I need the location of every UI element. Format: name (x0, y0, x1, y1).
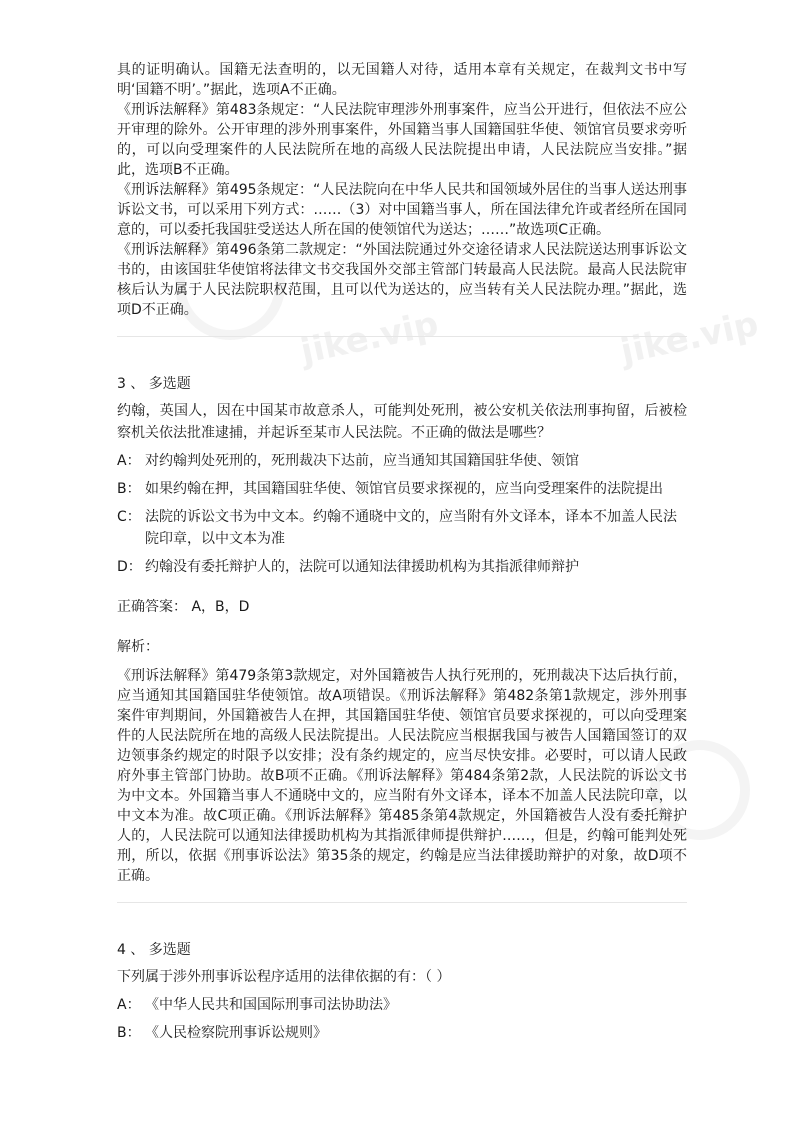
option-key: A： (117, 453, 141, 469)
watermark-text: jike.vip (297, 303, 442, 373)
option-key: B： (117, 481, 141, 497)
analysis-paragraph: 《刑诉法解释》第496条第二款规定：“外国法院通过外交途径请求人民法院送达刑事诉讼文书的，由该国驻华使馆将法律文书交我国外交部主管部门转最高人民法院。最高人民法院审核后认为属于人民法院职权范围，且可以代为送达的，应当转有关人民法院办理。”据此，选项D不正确。 (117, 242, 687, 318)
analysis-paragraph: 具的证明确认。国籍无法查明的，以无国籍人对待，适用本章有关规定，在裁判文书中写明‘国籍不明’。”据此，选项A不正确。 (117, 62, 687, 98)
analysis-text: 《刑诉法解释》第479条第3款规定，对外国籍被告人执行死刑的，死刑裁决下达后执行前，应当通知其国籍国驻华使领馆。故A项错误。《刑诉法解释》第482条第1款规定，涉外刑事案件审判期间，外国籍被告人在押，其国籍国驻华使、领馆官员要求探视的，可以向受理案件的人民法院所在地的高级人民法院提出。人民法院应当根据我国与被告人国籍国签订的双边领事条约规定的时限予以安排；没有条约规定的，应当尽快安排。必要时，可以请人民政府外事主管部门协助。故B项不正确。《刑诉法解释》第484条第2款，人民法院的诉讼文书为中文本。外国籍当事人不通晓中文的，应当附有外文译本，译本不加盖人民法院印章，以中文本为准。故C项正确。《刑诉法解释》第485条第4款规定，外国籍被告人没有委托辩护人的，人民法院可以通知法律援助机构为其指派律师提供辩护……，但是，约翰可能判处死刑，所以，依据《刑事诉讼法》第35条的规定，约翰是应当法律援助辩护的对象，故D项不正确。 (117, 668, 687, 884)
option-key: C： (117, 509, 141, 525)
analysis-paragraph: 《刑诉法解释》第483条规定：“人民法院审理涉外刑事案件，应当公开进行，但依法不应公开审理的除外。公开审理的涉外刑事案件，外国籍当事人国籍国驻华使、领馆官员要求旁听的，可以向受理案件的人民法院所在地的高级人民法院提出申请，人民法院应当安排。”据此，选项B不正确。 (117, 102, 687, 178)
option-key: D： (117, 559, 142, 575)
option-text: 约翰没有委托辩护人的，法院可以通知法律援助机构为其指派律师辩护 (145, 559, 579, 575)
option-key: B： (117, 1025, 141, 1041)
analysis-label: 解析： (117, 639, 159, 655)
option-c (117, 506, 687, 550)
option-text: 对约翰判处死刑的，死刑裁决下达前，应当通知其国籍国驻华使、领馆 (145, 453, 579, 469)
option-a (117, 994, 687, 1016)
question-stem: 下列属于涉外刑事诉讼程序适用的法律依据的有：（ ） (117, 969, 451, 985)
analysis-paragraph: 《刑诉法解释》第495条规定：“人民法院向在中华人民共和国领域外居住的当事人送达刑事诉讼文书，可以采用下列方式：……（3）对中国籍当事人，所在国法律允许或者经所在国同意的，可以委托我国驻受送达人所在国的使领馆代为送达；……”故选项C正确。 (117, 182, 687, 238)
divider (117, 336, 687, 337)
question-4 (117, 940, 687, 1044)
option-text: 法院的诉讼文书为中文本。约翰不通晓中文的，应当附有外文译本，译本不加盖人民法院印章，以中文本为准 (145, 509, 677, 547)
option-b (117, 478, 687, 500)
option-key: A： (117, 997, 141, 1013)
document-content (117, 60, 687, 1050)
option-text: 《人民检察院刑事诉讼规则》 (145, 1025, 327, 1041)
correct-answer: 正确答案： A，B，D (117, 599, 250, 615)
option-b (117, 1022, 687, 1044)
divider (117, 902, 687, 903)
question-header: 3 、 多选题 (117, 376, 191, 392)
question-stem: 约翰，英国人，因在中国某市故意杀人，可能判处死刑，被公安机关依法刑事拘留，后被检察机关依法批准逮捕，并起诉至某市人民法院。不正确的做法是哪些？ (117, 403, 687, 441)
previous-analysis (117, 60, 687, 320)
option-text: 如果约翰在押，其国籍国驻华使、领馆官员要求探视的，应当向受理案件的法院提出 (145, 481, 663, 497)
watermark-text: jike.vip (617, 303, 762, 373)
option-a (117, 450, 687, 472)
option-d (117, 556, 687, 578)
option-text: 《中华人民共和国国际刑事司法协助法》 (145, 997, 397, 1013)
question-3 (117, 374, 687, 886)
question-header: 4 、 多选题 (117, 942, 191, 958)
